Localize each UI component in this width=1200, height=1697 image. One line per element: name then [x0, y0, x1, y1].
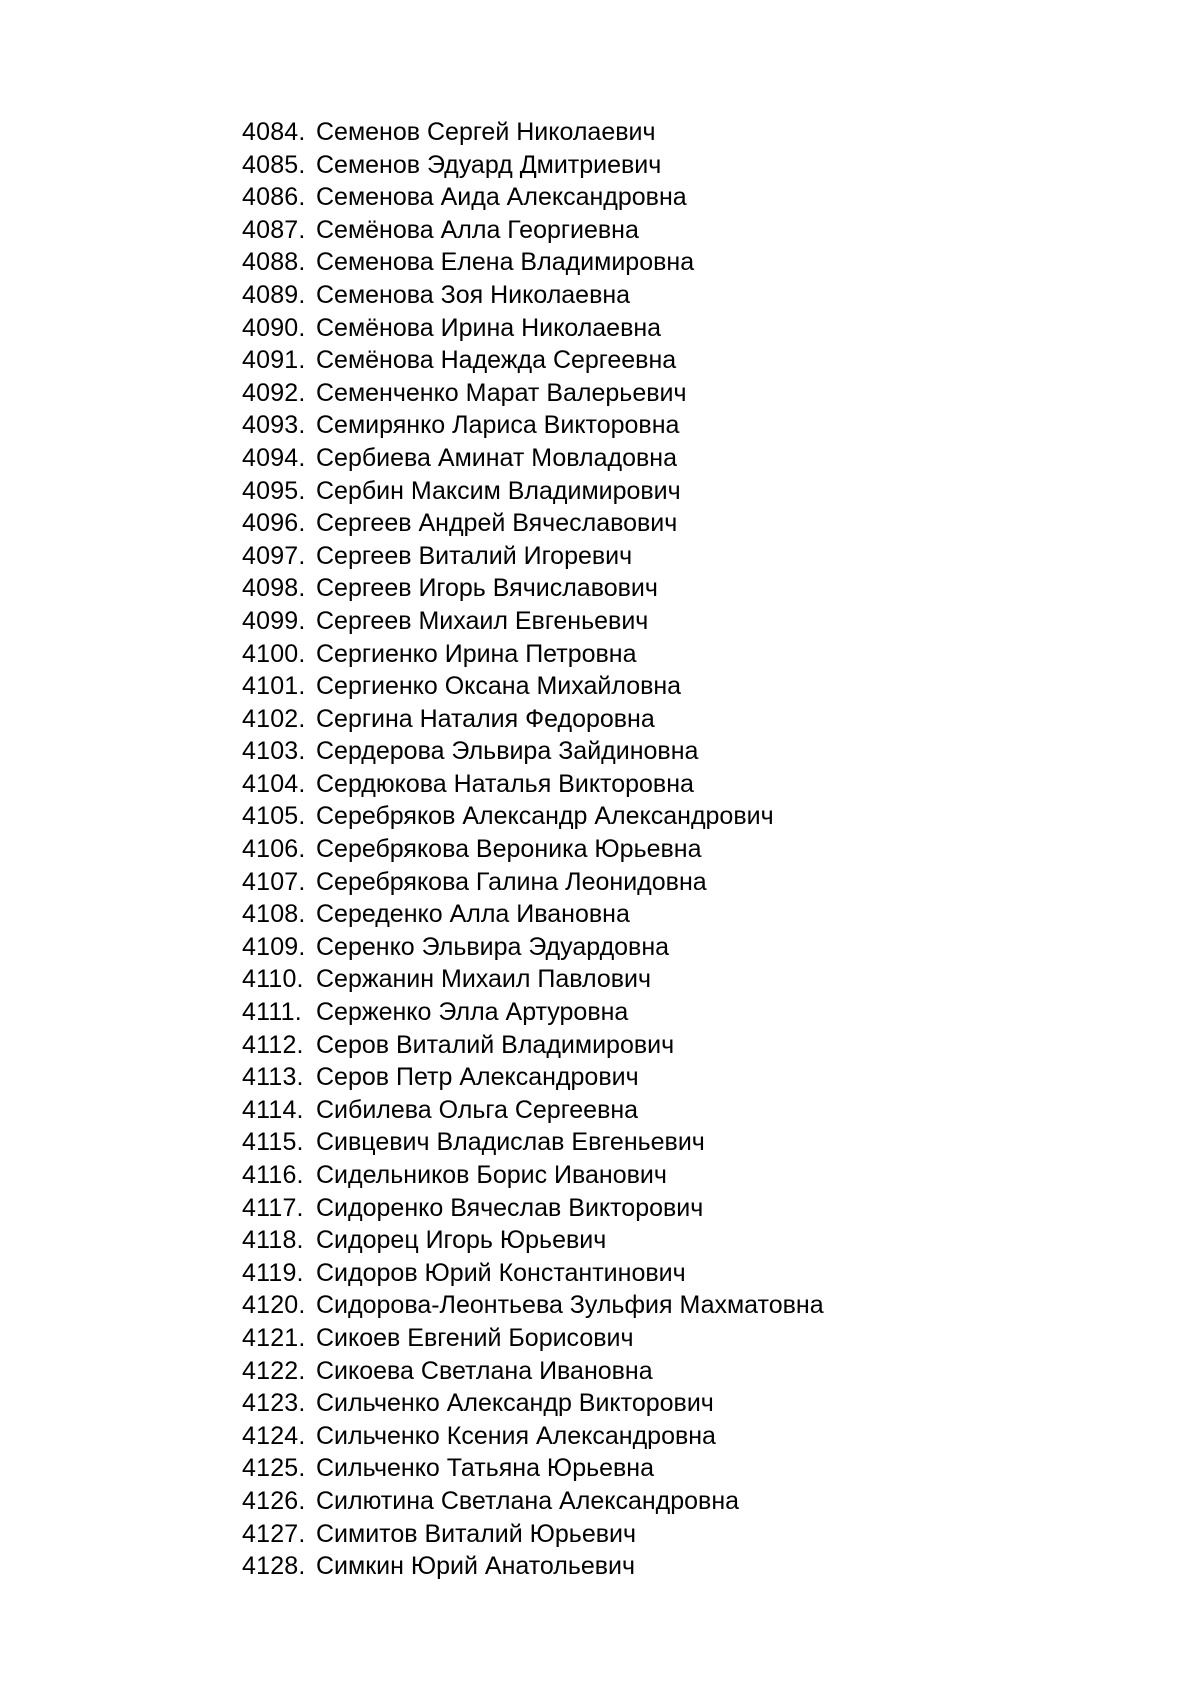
- entry-name: Сидоренко Вячеслав Викторович: [316, 1193, 704, 1222]
- entry-name: Семёнова Ирина Николаевна: [316, 313, 662, 342]
- entry-number: 4127.: [242, 1519, 306, 1548]
- entry-name: Сергеев Михаил Евгеньевич: [316, 606, 649, 635]
- entry-number: 4126.: [242, 1486, 306, 1515]
- entry-name: Семенова Елена Владимировна: [316, 248, 695, 277]
- entry-number: 4090.: [242, 313, 306, 342]
- entry-name: Семенова Зоя Николаевна: [316, 280, 631, 309]
- name-list: [242, 116, 824, 1583]
- entry-number: 4086.: [242, 183, 306, 212]
- list-item: [242, 670, 824, 703]
- entry-name: Сильченко Александр Викторович: [316, 1389, 714, 1418]
- entry-number: 4098.: [242, 574, 306, 603]
- entry-name: Симитов Виталий Юрьевич: [316, 1519, 637, 1548]
- entry-number: 4096.: [242, 509, 306, 538]
- entry-name: Семенов Сергей Николаевич: [316, 118, 656, 146]
- entry-number: 4106.: [242, 835, 306, 864]
- entry-name: Сидельников Борис Иванович: [316, 1161, 667, 1189]
- entry-name: Семенов Эдуард Дмитриевич: [316, 150, 662, 179]
- entry-name: Серженко Элла Артуровна: [316, 998, 629, 1027]
- entry-name: Сивцевич Владислав Евгеньевич: [316, 1128, 705, 1157]
- list-item: [242, 638, 824, 671]
- list-item: [242, 181, 824, 214]
- entry-name: Сергеев Андрей Вячеславович: [316, 509, 678, 538]
- list-item: [242, 1094, 824, 1127]
- list-item: [242, 833, 824, 866]
- entry-name: Сидоров Юрий Константинович: [316, 1258, 686, 1287]
- entry-number: 4093.: [242, 411, 306, 440]
- entry-number: 4089.: [242, 280, 306, 309]
- entry-number: 4092.: [242, 378, 306, 407]
- list-item: [242, 116, 824, 149]
- list-item: [242, 246, 824, 279]
- list-item: [242, 1452, 824, 1485]
- list-item: [242, 279, 824, 312]
- entry-number: 4119.: [242, 1258, 304, 1287]
- list-item: [242, 703, 824, 736]
- list-item: [242, 409, 824, 442]
- list-item: [242, 866, 824, 899]
- entry-number: 4124.: [242, 1421, 306, 1450]
- list-item: [242, 1257, 824, 1290]
- entry-number: 4110.: [242, 965, 304, 994]
- entry-name: Сербин Максим Владимирович: [316, 476, 681, 505]
- entry-number: 4113.: [242, 1063, 304, 1092]
- entry-name: Сидорец Игорь Юрьевич: [316, 1226, 607, 1255]
- entry-number: 4109.: [242, 932, 306, 961]
- list-item: [242, 214, 824, 247]
- entry-number: 4121.: [242, 1323, 306, 1352]
- entry-name: Семирянко Лариса Викторовна: [316, 411, 680, 440]
- list-item: [242, 1420, 824, 1453]
- entry-name: Сербиева Аминат Мовладовна: [316, 443, 677, 472]
- entry-name: Сердюкова Наталья Викторовна: [316, 769, 694, 798]
- list-item: [242, 1485, 824, 1518]
- list-item: [242, 931, 824, 964]
- entry-number: 4101.: [242, 672, 306, 701]
- entry-name: Сильченко Ксения Александровна: [316, 1421, 716, 1450]
- entry-name: Симкин Юрий Анатольевич: [316, 1552, 636, 1581]
- entry-name: Сильченко Татьяна Юрьевна: [316, 1454, 655, 1483]
- list-item: [242, 344, 824, 377]
- entry-number: 4112.: [242, 1030, 304, 1059]
- entry-name: Серов Петр Александрович: [316, 1063, 639, 1092]
- entry-number: 4094.: [242, 443, 306, 472]
- entry-number: 4085.: [242, 150, 306, 179]
- entry-name: Семёнова Надежда Сергеевна: [316, 346, 677, 375]
- entry-number: 4103.: [242, 737, 306, 766]
- list-item: [242, 996, 824, 1029]
- entry-name: Сергеев Виталий Игоревич: [316, 541, 633, 570]
- list-item: [242, 1061, 824, 1094]
- entry-number: 4095.: [242, 476, 306, 505]
- list-item: [242, 475, 824, 508]
- list-item: [242, 377, 824, 410]
- entry-number: 4118.: [242, 1226, 304, 1255]
- list-item: [242, 572, 824, 605]
- entry-name: Сергиенко Ирина Петровна: [316, 639, 637, 668]
- entry-name: Сикоев Евгений Борисович: [316, 1323, 634, 1352]
- entry-number: 4087.: [242, 215, 306, 244]
- entry-number: 4100.: [242, 639, 306, 668]
- entry-number: 4091.: [242, 346, 306, 375]
- entry-number: 4115.: [242, 1128, 304, 1157]
- entry-number: 4097.: [242, 541, 306, 570]
- entry-number: 4122.: [242, 1356, 306, 1385]
- list-item: [242, 735, 824, 768]
- entry-name: Сергеев Игорь Вячиславович: [316, 574, 658, 603]
- entry-name: Семенова Аида Александровна: [316, 183, 687, 212]
- entry-number: 4104.: [242, 769, 306, 798]
- list-item: [242, 1387, 824, 1420]
- list-item: [242, 800, 824, 833]
- list-item: [242, 605, 824, 638]
- entry-number: 4108.: [242, 900, 306, 929]
- entry-name: Серебрякова Галина Леонидовна: [316, 867, 707, 896]
- entry-name: Семенченко Марат Валерьевич: [316, 378, 687, 407]
- entry-name: Сибилева Ольга Сергеевна: [316, 1095, 639, 1124]
- entry-name: Середенко Алла Ивановна: [316, 900, 630, 929]
- list-item: [242, 1289, 824, 1322]
- list-item: [242, 1192, 824, 1225]
- entry-number: 4120.: [242, 1291, 306, 1320]
- entry-name: Сержанин Михаил Павлович: [316, 965, 652, 994]
- list-item: [242, 1518, 824, 1551]
- list-item: [242, 540, 824, 573]
- list-item: [242, 1224, 824, 1257]
- list-item: [242, 1355, 824, 1388]
- list-item: [242, 898, 824, 931]
- entry-name: Серебряков Александр Александрович: [316, 802, 774, 831]
- entry-number: 4116.: [242, 1161, 304, 1189]
- list-item: [242, 963, 824, 996]
- entry-name: Серенко Эльвира Эдуардовна: [316, 932, 670, 961]
- entry-number: 4128.: [242, 1552, 306, 1581]
- list-item: [242, 1126, 824, 1159]
- entry-number: 4084.: [242, 118, 306, 146]
- entry-number: 4107.: [242, 867, 306, 896]
- list-item: [242, 507, 824, 540]
- entry-name: Сидорова-Леонтьева Зульфия Махматовна: [316, 1291, 824, 1320]
- list-item: [242, 1159, 824, 1192]
- entry-number: 4099.: [242, 606, 306, 635]
- entry-name: Серебрякова Вероника Юрьевна: [316, 835, 702, 864]
- entry-name: Семёнова Алла Георгиевна: [316, 215, 639, 244]
- entry-name: Сердерова Эльвира Зайдиновна: [316, 737, 699, 766]
- entry-name: Сергина Наталия Федоровна: [316, 704, 655, 733]
- entry-number: 4117.: [242, 1193, 304, 1222]
- entry-number: 4125.: [242, 1454, 306, 1483]
- entry-number: 4102.: [242, 704, 306, 733]
- entry-number: 4111.: [242, 998, 302, 1027]
- list-item: [242, 1550, 824, 1583]
- entry-number: 4123.: [242, 1389, 306, 1418]
- entry-name: Силютина Светлана Александровна: [316, 1486, 740, 1515]
- entry-number: 4114.: [242, 1095, 304, 1124]
- entry-name: Сергиенко Оксана Михайловна: [316, 672, 682, 701]
- entry-number: 4105.: [242, 802, 306, 831]
- entry-number: 4088.: [242, 248, 306, 277]
- list-item: [242, 768, 824, 801]
- list-item: [242, 1322, 824, 1355]
- entry-name: Сикоева Светлана Ивановна: [316, 1356, 653, 1385]
- list-item: [242, 312, 824, 345]
- list-item: [242, 1029, 824, 1062]
- list-item: [242, 149, 824, 182]
- list-item: [242, 442, 824, 475]
- entry-name: Серов Виталий Владимирович: [316, 1030, 675, 1059]
